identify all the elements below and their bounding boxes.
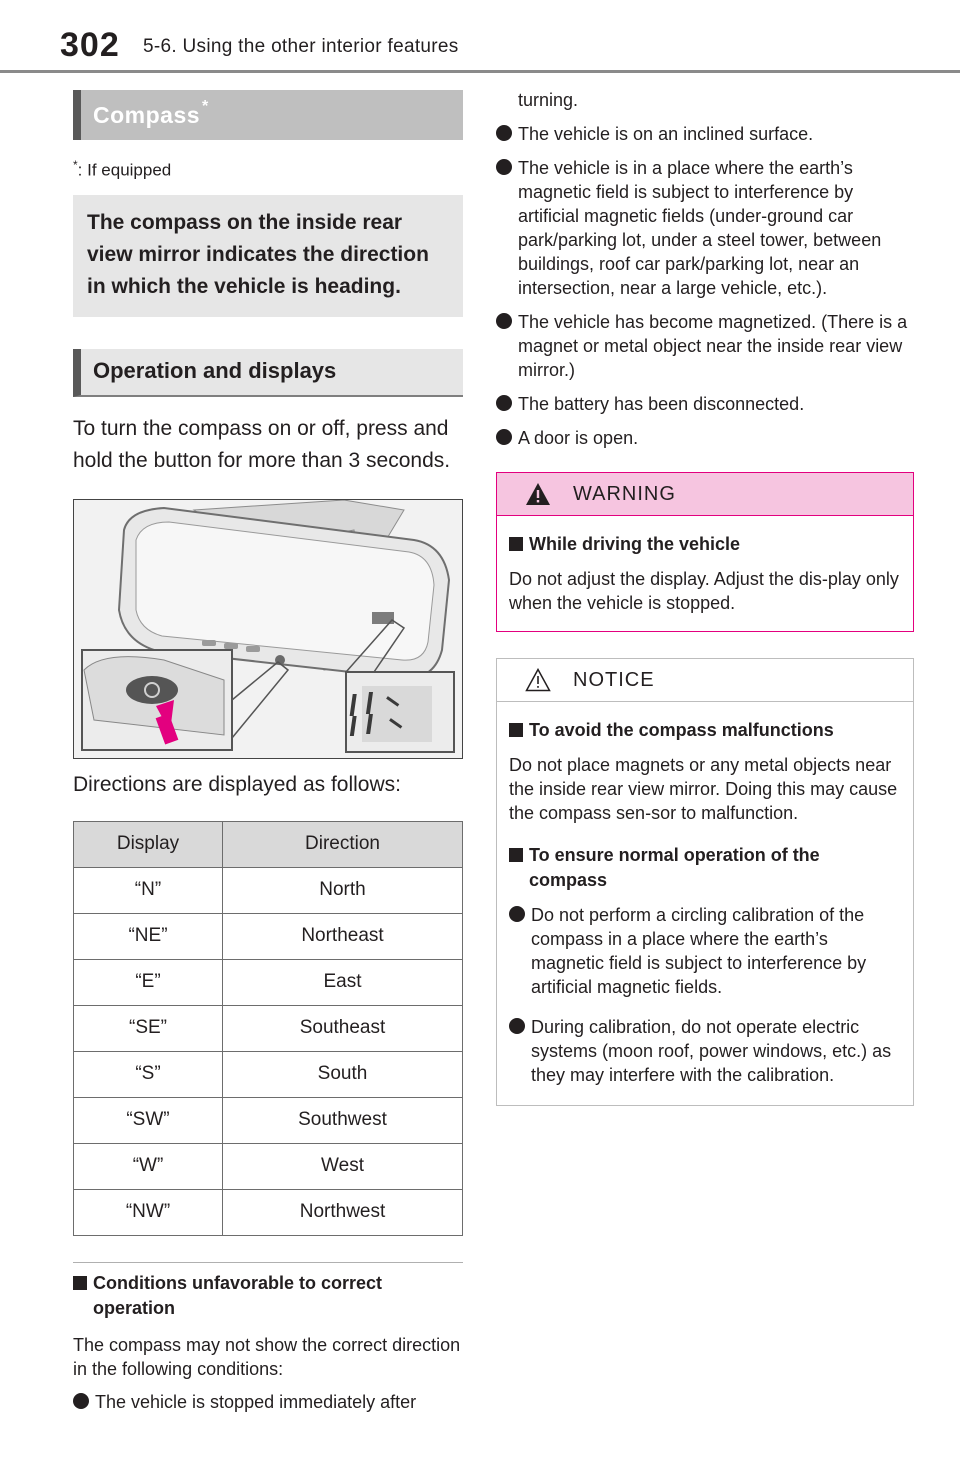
table-header-row bbox=[74, 821, 463, 867]
table-row bbox=[74, 867, 463, 913]
list-item: Do not perform a circling calibration of the compass in a place where the earth’s magnetic field is subject to interference by artificial magnetic fields. bbox=[509, 903, 901, 999]
notice-header bbox=[497, 659, 913, 702]
page-header bbox=[0, 0, 960, 76]
list-item: During calibration, do not operate electric systems (moon roof, power windows, etc.) as they may interfere with the calibration. bbox=[509, 1015, 901, 1087]
bullet-continuation: turning. bbox=[518, 90, 579, 110]
table-cell: Northeast bbox=[223, 913, 463, 959]
list-item: The battery has been disconnected. bbox=[496, 392, 914, 416]
directions-intro: Directions are displayed as follows: bbox=[73, 772, 401, 796]
table-cell: Southeast bbox=[223, 1005, 463, 1051]
square-bullet-icon bbox=[509, 723, 523, 737]
table-row bbox=[74, 1051, 463, 1097]
section-title: Compass * bbox=[73, 90, 463, 140]
square-bullet-icon bbox=[509, 848, 523, 862]
bullet-icon bbox=[496, 429, 512, 445]
notice-heading: To ensure normal operation of the compass bbox=[509, 843, 901, 893]
bullet-icon bbox=[496, 159, 512, 175]
list-item: The vehicle is on an inclined surface. bbox=[496, 122, 914, 146]
subsection-title: Operation and displays bbox=[73, 349, 463, 397]
header-rule bbox=[0, 70, 960, 73]
notice-body bbox=[497, 702, 913, 1105]
caution-triangle-icon bbox=[525, 668, 551, 692]
warning-body bbox=[497, 516, 913, 631]
warning-heading: While driving the vehicle bbox=[509, 532, 901, 557]
notice-box bbox=[496, 658, 914, 1106]
table-cell: South bbox=[223, 1051, 463, 1097]
table-cell: “S” bbox=[74, 1051, 223, 1097]
table-row bbox=[74, 1097, 463, 1143]
warning-box bbox=[496, 472, 914, 632]
chapter-title: 5-6. Using the other interior features bbox=[143, 36, 459, 57]
table-cell: East bbox=[223, 959, 463, 1005]
conditions-intro: The compass may not show the correct direction in the following conditions: bbox=[73, 1334, 461, 1379]
page-number: 302 bbox=[60, 26, 120, 64]
list-item: A door is open. bbox=[496, 426, 914, 450]
left-column bbox=[73, 90, 463, 1414]
bullet-icon bbox=[496, 395, 512, 411]
instruction-text: To turn the compass on or off, press and hold the button for more than 3 seconds. bbox=[73, 416, 451, 472]
mirror-illustration bbox=[73, 499, 463, 759]
bullet-icon bbox=[509, 1018, 525, 1034]
table-cell: Northwest bbox=[223, 1189, 463, 1235]
table-cell: “W” bbox=[74, 1143, 223, 1189]
warning-header bbox=[497, 473, 913, 516]
right-column bbox=[496, 88, 914, 1106]
square-bullet-icon bbox=[509, 537, 523, 551]
conditions-heading: Conditions unfavorable to correct operation bbox=[73, 1271, 463, 1321]
footnote: *: If equipped bbox=[73, 158, 172, 180]
table-row bbox=[74, 1189, 463, 1235]
bullet-icon bbox=[496, 313, 512, 329]
intro-box: The compass on the inside rear view mirror indicates the direction in which the vehicle is heading. bbox=[73, 195, 463, 317]
table-cell: “SW” bbox=[74, 1097, 223, 1143]
warning-text: Do not adjust the display. Adjust the dis-play only when the vehicle is stopped. bbox=[509, 569, 899, 613]
section-title-mark: * bbox=[202, 98, 209, 115]
square-bullet-icon bbox=[73, 1276, 87, 1290]
table-row bbox=[74, 959, 463, 1005]
table-row bbox=[74, 1143, 463, 1189]
table-cell: Southwest bbox=[223, 1097, 463, 1143]
warning-triangle-icon bbox=[525, 482, 551, 506]
list-item: The vehicle is in a place where the earth’s magnetic field is subject to interference by artificial magnetic fields (under-ground car park/parking lot, under a steel tower, between buildings, roof car park/parking lot, near an intersection, near a large vehicle, etc.). bbox=[496, 156, 914, 300]
table-cell: “SE” bbox=[74, 1005, 223, 1051]
direction-table bbox=[73, 821, 463, 1236]
table-cell: North bbox=[223, 867, 463, 913]
table-header: Direction bbox=[223, 821, 463, 867]
divider bbox=[73, 1262, 463, 1263]
bullet-icon bbox=[73, 1393, 89, 1409]
bullet-icon bbox=[496, 125, 512, 141]
notice-text: Do not place magnets or any metal objects near the inside rear view mirror. Doing this may cause the compass sen-sor to malfunction. bbox=[509, 755, 898, 823]
table-row bbox=[74, 1005, 463, 1051]
list-item: The vehicle has become magnetized. (There is a magnet or metal object near the inside rear view mirror.) bbox=[496, 310, 914, 382]
notice-heading: To avoid the compass malfunctions bbox=[509, 718, 901, 743]
table-cell: “E” bbox=[74, 959, 223, 1005]
table-header: Display bbox=[74, 821, 223, 867]
table-row bbox=[74, 913, 463, 959]
notice-title: NOTICE bbox=[573, 669, 655, 691]
warning-title: WARNING bbox=[573, 483, 676, 505]
table-cell: “NE” bbox=[74, 913, 223, 959]
table-cell: “N” bbox=[74, 867, 223, 913]
list-item: The vehicle is stopped immediately after bbox=[73, 1390, 463, 1414]
table-cell: West bbox=[223, 1143, 463, 1189]
table-cell: “NW” bbox=[74, 1189, 223, 1235]
bullet-icon bbox=[509, 906, 525, 922]
